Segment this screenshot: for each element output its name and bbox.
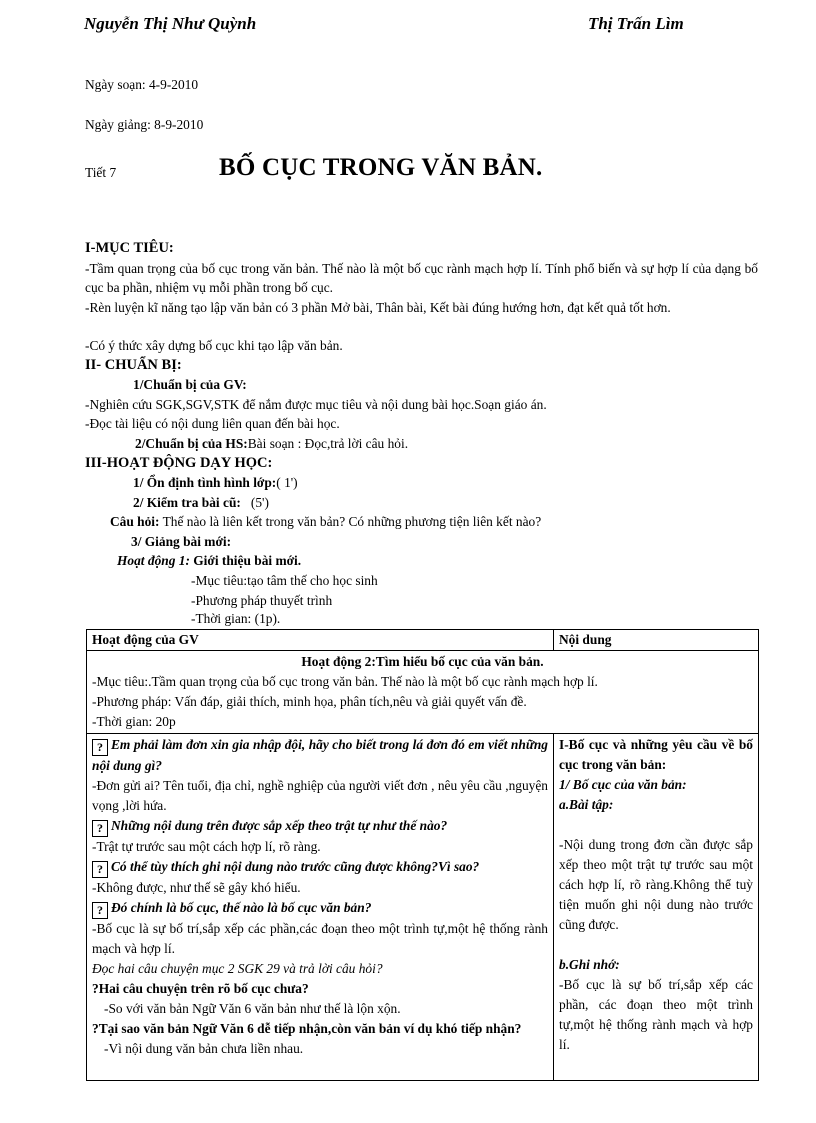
activity-1-goal: -Mục tiêu:tạo tâm thế cho học sinh <box>191 573 378 588</box>
content-para-a: -Nội dung trong đơn cần được sắp xếp theo một trật tự trước sau một cách hợp lí, rõ ràng.Không thể tuỳ tiện muốn ghi nội dung nào trước cũng được. <box>559 837 753 932</box>
gv-question-5: ?Hai câu chuyện trên rõ bố cục chưa? <box>92 981 309 996</box>
review-question <box>110 514 541 530</box>
step-2-label: 2/ Kiểm tra bài cũ: <box>133 495 241 510</box>
gv-question-3-text: Có thể tùy thích ghi nội dung nào trước cũng được không?Vì sao? <box>111 859 480 874</box>
step-3-label: 3/ Giảng bài mới: <box>131 534 232 549</box>
gv-answer-6: -Vì nội dung văn bản chưa liền nhau. <box>104 1041 304 1056</box>
step-2 <box>133 495 269 511</box>
prep-date: Ngày soạn: 4-9-2010 <box>85 77 199 92</box>
activity-1-time: -Thời gian: (1p). <box>191 611 281 626</box>
gv-question-4-text: Đó chính là bố cục, thế nào là bố cục văn bản? <box>111 900 372 915</box>
step-1-label: 1/ Ổn định tình hình lớp: <box>133 475 277 490</box>
activity-1-text: Giới thiệu bài mới. <box>189 553 302 568</box>
preparation-heading: II- CHUẨN BỊ: <box>85 357 182 373</box>
question-icon: ? <box>92 902 108 919</box>
gv-question-3 <box>92 857 548 878</box>
gv-answer-2: -Trật tự trước sau một cách hợp lí, rõ ràng. <box>92 839 321 854</box>
objective-2: -Rèn luyện kĩ năng tạo lập văn bản có 3 phần Mở bài, Thân bài, Kết bài đúng hướng hơn, đạt kết quả tốt hơn. <box>85 300 671 315</box>
question-icon: ? <box>92 861 108 878</box>
objective-3: -Có ý thức xây dựng bố cục khi tạo lập văn bản. <box>85 338 343 353</box>
gv-question-6: ?Tại sao văn bản Ngữ Văn 6 dễ tiếp nhận,còn văn bản ví dụ khó tiếp nhận? <box>92 1021 522 1036</box>
hs-prep-heading: 2/Chuẩn bị của HS: <box>135 436 248 451</box>
period-label: Tiết 7 <box>85 165 117 180</box>
gv-answer-3: -Không được, như thế sẽ gây khó hiểu. <box>92 880 301 895</box>
activity-2-row <box>87 651 759 734</box>
gv-answer-1: -Đơn gửi ai? Tên tuổi, địa chỉ, nghề nghiệp của người viết đơn , nêu yêu cầu ,nguyện vọng ,lời hứa. <box>92 778 548 813</box>
gv-prep-item-1: -Nghiên cứu SGK,SGV,STK để nắm được mục tiêu và nội dung bài học.Soạn giáo án. <box>85 397 547 412</box>
activity-2-cell <box>87 651 759 734</box>
activity-2-title: Hoạt động 2:Tìm hiểu bố cục của văn bản. <box>301 654 544 669</box>
lesson-table <box>86 629 759 1081</box>
step-2-time: (5') <box>250 495 269 510</box>
content-sub-a: a.Bài tập: <box>559 797 614 812</box>
hs-prep-line <box>135 436 408 452</box>
gv-answer-4: -Bố cục là sự bố trí,sắp xếp các phần,các đoạn theo một trình tự,một hệ thống rành mạch và hợp lí. <box>92 921 548 956</box>
table-header-gv: Hoạt động của GV <box>87 630 554 651</box>
gv-question-4 <box>92 898 548 919</box>
activity-1-method: -Phương pháp thuyết trình <box>191 593 333 608</box>
gv-question-1-text: Em phải làm đơn xin gia nhập đội, hãy cho biết trong lá đơn đó em viết những nội dung gì? <box>92 737 548 773</box>
content-para-b: -Bố cục là sự bố trí,sắp xếp các phần, các đoạn theo một trình tự,một hệ thống rành mạch và hợp lí. <box>559 977 753 1052</box>
objective-1: -Tầm quan trọng của bố cục trong văn bản. Thế nào là một bố cục rành mạch hợp lí. Tính phổ biến và sự hợp lí của dạng bố cục ba phần, nhiệm vụ mỗi phần trong bố cục. <box>85 261 758 295</box>
gv-activity-cell <box>87 734 554 1081</box>
activity-2-goal: -Mục tiêu:.Tầm quan trọng của bố cục trong văn bản. Thế nào là một bố cục rành mạch hợp lí. <box>92 674 598 689</box>
school-name: Thị Trấn Lìm <box>588 14 684 33</box>
gv-answer-5: -So với văn bản Ngữ Văn 6 văn bản như thế là lộn xộn. <box>104 1001 401 1016</box>
page-title: BỐ CỤC TRONG VĂN BẢN. <box>219 154 543 181</box>
gv-question-2 <box>92 816 548 837</box>
gv-question-2-text: Những nội dung trên được sắp xếp theo trật tự như thế nào? <box>111 818 448 833</box>
activity-1-label: Hoạt động 1: <box>117 553 190 568</box>
gv-prep-heading: 1/Chuẩn bị của GV: <box>133 377 247 392</box>
activities-heading: III-HOẠT ĐỘNG DẠY HỌC: <box>85 455 273 471</box>
activity-2-method: -Phương pháp: Vấn đáp, giải thích, minh họa, phân tích,nêu và giải quyết vấn đề. <box>92 694 527 709</box>
gv-read-instruction: Đọc hai câu chuyện mục 2 SGK 29 và trả lời câu hỏi? <box>92 961 383 976</box>
content-sub-1: 1/ Bố cục của văn bản: <box>559 777 687 792</box>
question-icon: ? <box>92 820 108 837</box>
content-heading: I-Bố cục và những yêu cầu về bố cục trong văn bản: <box>559 737 753 772</box>
table-header-content: Nội dung <box>554 630 759 651</box>
content-row <box>87 734 759 1081</box>
author-name: Nguyễn Thị Như Quỳnh <box>84 14 257 33</box>
gv-prep-item-2: -Đọc tài liệu có nội dung liên quan đến bài học. <box>85 416 340 431</box>
question-text: Thế nào là liên kết trong văn bản? Có những phương tiện liên kết nào? <box>159 514 542 529</box>
step-1-time: ( 1') <box>276 475 298 490</box>
content-cell <box>554 734 759 1081</box>
step-1 <box>133 475 298 491</box>
table-header-row <box>87 630 759 651</box>
content-sub-b: b.Ghi nhớ: <box>559 957 620 972</box>
gv-question-1 <box>92 735 548 776</box>
question-label: Câu hỏi: <box>110 514 160 529</box>
activity-2-time: -Thời gian: 20p <box>92 714 176 729</box>
hs-prep-text: Bài soạn : Đọc,trả lời câu hỏi. <box>247 436 409 451</box>
teach-date: Ngày giảng: 8-9-2010 <box>85 117 204 132</box>
activity-1 <box>117 553 301 569</box>
objectives-heading: I-MỤC TIÊU: <box>85 240 174 256</box>
question-icon: ? <box>92 739 108 756</box>
